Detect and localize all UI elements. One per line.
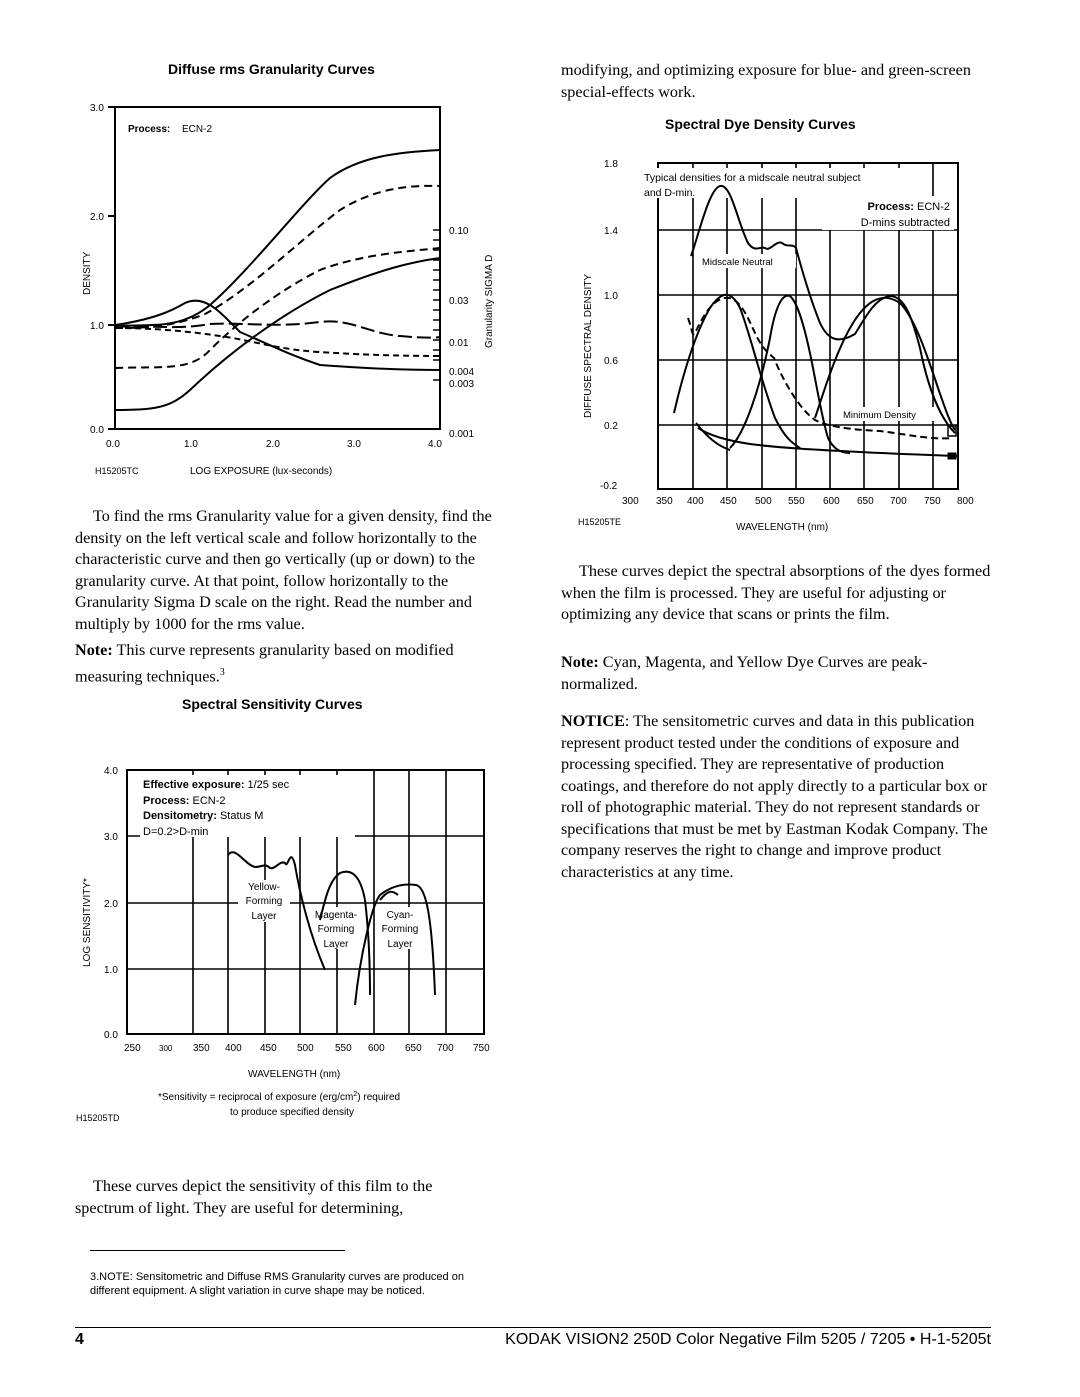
d-xtick-800: 800 (957, 496, 974, 507)
g-gran-short-dash (115, 328, 440, 356)
notice-label: NOTICE (561, 712, 625, 730)
notice-paragraph (561, 711, 991, 883)
s-xtick-350: 350 (193, 1043, 210, 1054)
s-magenta-label-1: Magenta- (314, 910, 358, 921)
d-xtick-700: 700 (890, 496, 907, 507)
s-yellow-label-2: Forming (245, 896, 283, 907)
s-footnote-1: *Sensitivity = reciprocal of exposure $(erg/cm^2)$ required (158, 1091, 401, 1103)
g-xtick-4: 4.0 (428, 439, 442, 450)
d-ytick-18: 1.8 (604, 159, 618, 170)
g-curve-dash-upper (115, 186, 440, 328)
sensitivity-paragraph: These curves depict the sensitivity of this film to the spectrum of light. They are useful for determining, (75, 1177, 433, 1217)
g-rtick-0001: 0.001 (449, 429, 475, 440)
s-x-axis-label: WAVELENGTH (nm) (248, 1069, 341, 1080)
right-intro-paragraph: modifying, and optimizing exposure for blue- and green-screen special-effects work. (561, 61, 971, 101)
g-y-axis-label: DENSITY (82, 251, 93, 295)
g-x-axis-label: LOG EXPOSURE (lux-seconds) (190, 466, 333, 477)
g-curve-solid-top (115, 150, 440, 326)
s-magenta-label-3: Layer (323, 939, 349, 950)
g-rtick-003: 0.03 (449, 296, 469, 307)
d-dmin-solid (698, 428, 958, 456)
d-process: Process: ECN-2 (867, 201, 950, 213)
s-cyan-label-2: Forming (381, 924, 419, 935)
d-yellow-tail (696, 423, 730, 450)
s-ytick-2: 2.0 (104, 899, 118, 910)
d-y-axis-label: DIFFUSE SPECTRAL DENSITY (583, 273, 594, 418)
s-xtick-500: 500 (297, 1043, 314, 1054)
s-d-value: D=0.2>D-min (143, 826, 209, 838)
note2-text: Cyan, Magenta, and Yellow Dye Curves are peak-normalized. (561, 653, 928, 693)
granularity-chart (60, 90, 510, 490)
d-xtick-350: 350 (656, 496, 673, 507)
d-ytick-02: 0.2 (604, 421, 618, 432)
g-rtick-001: 0.01 (449, 338, 469, 349)
notice-text: : The sensitometric curves and data in this publication represent product tested under the conditions of exposure and processing specified. They are representative of production coatings, and therefore do not apply directly to a particular box or roll of photographic material. They do not represent standards or specifications that must be met by Eastman Kodak Company. The company reserves the right to change and improve product characteristics at any time. (561, 712, 988, 881)
d-note-line1: Typical densities for a midscale neutral subject (644, 172, 861, 184)
s-footnote-2: to produce specified density (230, 1107, 354, 1118)
d-midscale-label: Midscale Neutral (702, 257, 773, 268)
d-ytick-m02: -0.2 (600, 481, 618, 492)
s-ytick-3: 3.0 (104, 832, 118, 843)
d-x-axis-label: WAVELENGTH (nm) (736, 522, 829, 533)
d-xtick-600: 600 (823, 496, 840, 507)
d-xtick-400: 400 (687, 496, 704, 507)
s-yellow-label-1: Yellow- (248, 882, 280, 893)
d-xtick-750: 750 (924, 496, 941, 507)
footer-title: KODAK VISION2 250D Color Negative Film 5205 / 7205 • H-1-5205t (505, 1331, 991, 1348)
dye-chart (560, 148, 980, 540)
s-xtick-550: 550 (335, 1043, 352, 1054)
g-process-label: Process: (128, 124, 171, 135)
note-text: This curve represents granularity based on modified measuring techniques. (75, 641, 454, 685)
s-exposure: Effective exposure: 1/25 sec (143, 779, 290, 791)
sensitivity-chart (60, 755, 500, 1135)
s-xtick-700: 700 (437, 1043, 454, 1054)
d-code: H15205TE (578, 517, 622, 527)
s-magenta-label-2: Forming (317, 924, 355, 935)
d-ytick-14: 1.4 (604, 226, 618, 237)
g-xtick-1: 1.0 (184, 439, 198, 450)
footnote: 3.NOTE: Sensitometric and Diffuse RMS Granularity curves are produced on different equipment. A slight variation in curve shape may be noticed. (90, 1271, 464, 1297)
d-xtick-550: 550 (788, 496, 805, 507)
dye-chart-title: Spectral Dye Density Curves (665, 116, 856, 132)
d-minimum-label: Minimum Density (843, 410, 916, 421)
granularity-chart-title: Diffuse rms Granularity Curves (168, 61, 375, 77)
s-xtick-600: 600 (368, 1043, 385, 1054)
d-xtick-500: 500 (755, 496, 772, 507)
note-granularity (75, 640, 495, 687)
page-number: 4 (75, 1331, 84, 1348)
s-cyan-label-1: Cyan- (386, 910, 414, 921)
s-xtick-250: 250 (124, 1043, 141, 1054)
note2-label: Note: (561, 653, 599, 671)
s-cyan-label-3: Layer (387, 939, 413, 950)
s-xtick-650: 650 (405, 1043, 422, 1054)
note-sup: 3 (219, 666, 225, 678)
d-xtick-300: 300 (622, 496, 639, 507)
s-xtick-750: 750 (473, 1043, 490, 1054)
g-xtick-0: 0.0 (106, 439, 120, 450)
sensitivity-chart-title: Spectral Sensitivity Curves (182, 696, 363, 712)
d-ytick-06: 0.6 (604, 356, 618, 367)
s-process: Process: ECN-2 (143, 795, 226, 807)
d-xtick-450: 450 (720, 496, 737, 507)
g-rtick-010: 0.10 (449, 226, 469, 237)
note-dye (561, 652, 981, 695)
footer-rule (75, 1327, 991, 1328)
d-note-line2: and D-min. (644, 187, 696, 199)
g-ytick-3: 3.0 (90, 103, 104, 114)
g-ytick-1: 1.0 (90, 321, 104, 332)
granularity-paragraph: To find the rms Granularity value for a given density, find the density on the left vertical scale and follow horizontally to the characteristic curve and then go vertically (up or down) to the granularity curve. At that point, follow horizontally to the Granularity Sigma D scale on the right. Read the number and multiply by 1000 for the rms value. (75, 507, 492, 633)
s-ytick-1: 1.0 (104, 965, 118, 976)
g-rtick-0003: 0.003 (449, 379, 475, 390)
s-densitometry: Densitometry: Status M (143, 810, 264, 822)
g-rtick-0004: 0.004 (449, 367, 475, 378)
g-process-value: ECN-2 (182, 124, 213, 135)
s-ytick-0: 0.0 (104, 1030, 118, 1041)
d-ytick-10: 1.0 (604, 291, 618, 302)
s-xtick-400: 400 (225, 1043, 242, 1054)
d-dmins: D-mins subtracted (860, 217, 950, 229)
g-right-axis-label: Granularity SIGMA D (484, 254, 495, 348)
footnote-divider (90, 1250, 345, 1251)
d-xtick-650: 650 (857, 496, 874, 507)
g-ytick-0: 0.0 (90, 425, 104, 436)
s-yellow-label-3: Layer (251, 911, 277, 922)
note-label: Note: (75, 641, 113, 659)
g-code: H15205TC (95, 466, 139, 476)
s-y-axis-label: LOG SENSITIVITY* (82, 878, 93, 967)
g-curve-dash-mid (115, 248, 440, 368)
s-code: H15205TD (76, 1113, 120, 1123)
dye-paragraph: These curves depict the spectral absorptions of the dyes formed when the film is processed. They are useful for adjusting or optimizing any device that scans or prints the film. (561, 562, 991, 623)
s-xtick-450: 450 (260, 1043, 277, 1054)
s-ytick-4: 4.0 (104, 766, 118, 777)
g-xtick-2: 2.0 (266, 439, 280, 450)
g-xtick-3: 3.0 (347, 439, 361, 450)
s-xtick-300: 300 (159, 1044, 173, 1053)
g-ytick-2: 2.0 (90, 212, 104, 223)
